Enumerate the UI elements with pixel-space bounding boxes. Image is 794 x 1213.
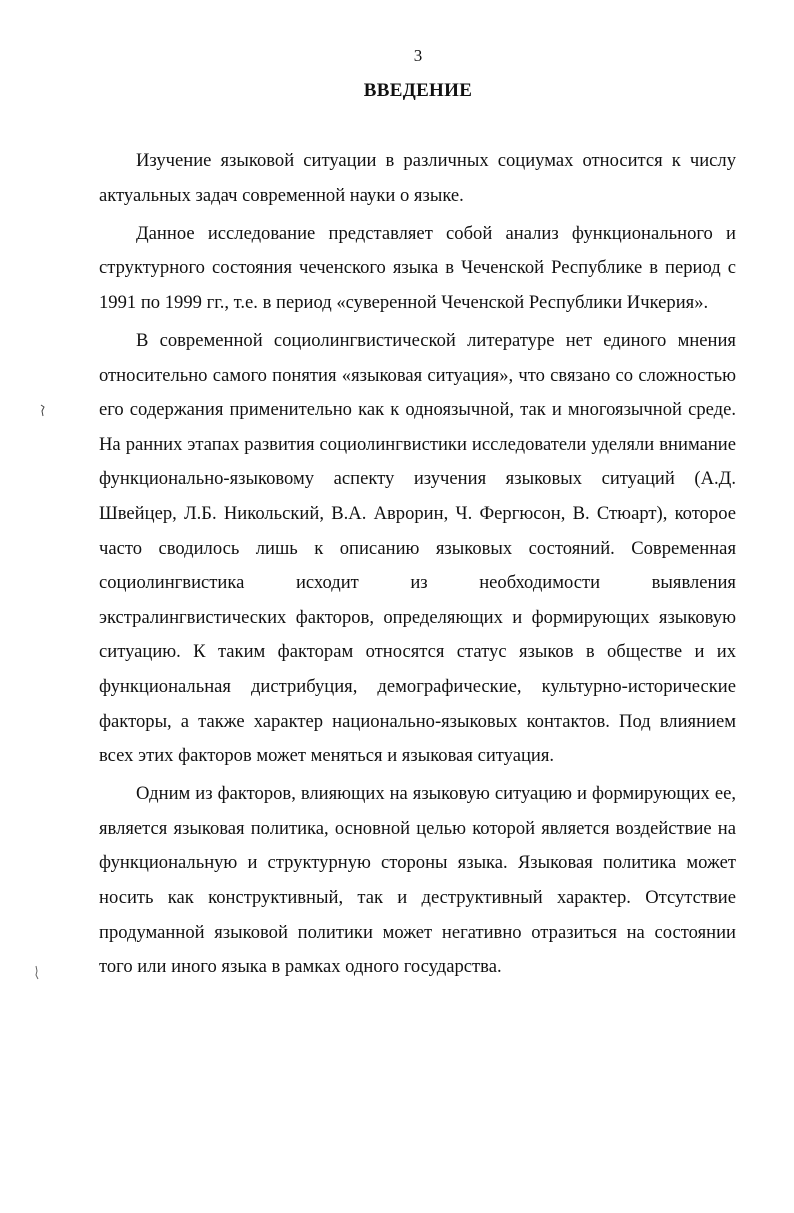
paragraph: Изучение языковой ситуации в различных социумах относится к числу актуальных задач современной науки о языке. bbox=[99, 150, 736, 206]
section-heading: ВВЕДЕНИЕ bbox=[363, 80, 473, 101]
body-text bbox=[99, 144, 736, 985]
scan-mark bbox=[34, 965, 40, 981]
paragraph: Одним из факторов, влияющих на языковую ситуацию и формирующих ее, является языковая политика, основной целью которой является воздействие на функциональную и структурную стороны языка. Языковая политика может носить как конструктивный, так и деструктивный характер. Отсутствие продуманной языковой политики может негативно отразиться на состоянии того или иного языка в рамках одного государства. bbox=[99, 783, 736, 978]
scan-mark bbox=[40, 404, 46, 418]
page-number: 3 bbox=[413, 46, 423, 65]
paragraph: В современной социолингвистической литературе нет единого мнения относительно самого понятия «языковая ситуация», что связано со сложностью его содержания применительно как к одноязычной, так и многоязычной среде. На ранних этапах развития социолингвистики исследователи уделяли внимание функционально-языковому аспекту изучения языковых ситуаций (А.Д. Швейцер, Л.Б. Никольский, В.А. Аврорин, Ч. Фергюсон, В. Стюарт), которое часто сводилось лишь к описанию языковых состояний. Современная социолингвистика исходит из необходимости выявления экстралингвистических факторов, определяющих и формирующих языковую ситуацию. К таким факторам относятся статус языков в обществе и их функциональная дистрибуция, демографические, культурно-исторические факторы, а также характер национально-языковых контактов. Под влиянием всех этих факторов может меняться и языковая ситуация. bbox=[99, 329, 736, 767]
paragraph: Данное исследование представляет собой анализ функционального и структурного состояния чеченского языка в Чеченской Республике в период с 1991 по 1999 гг., т.е. в период «суверенной Чеченской Республики Ичкерия». bbox=[99, 222, 736, 313]
